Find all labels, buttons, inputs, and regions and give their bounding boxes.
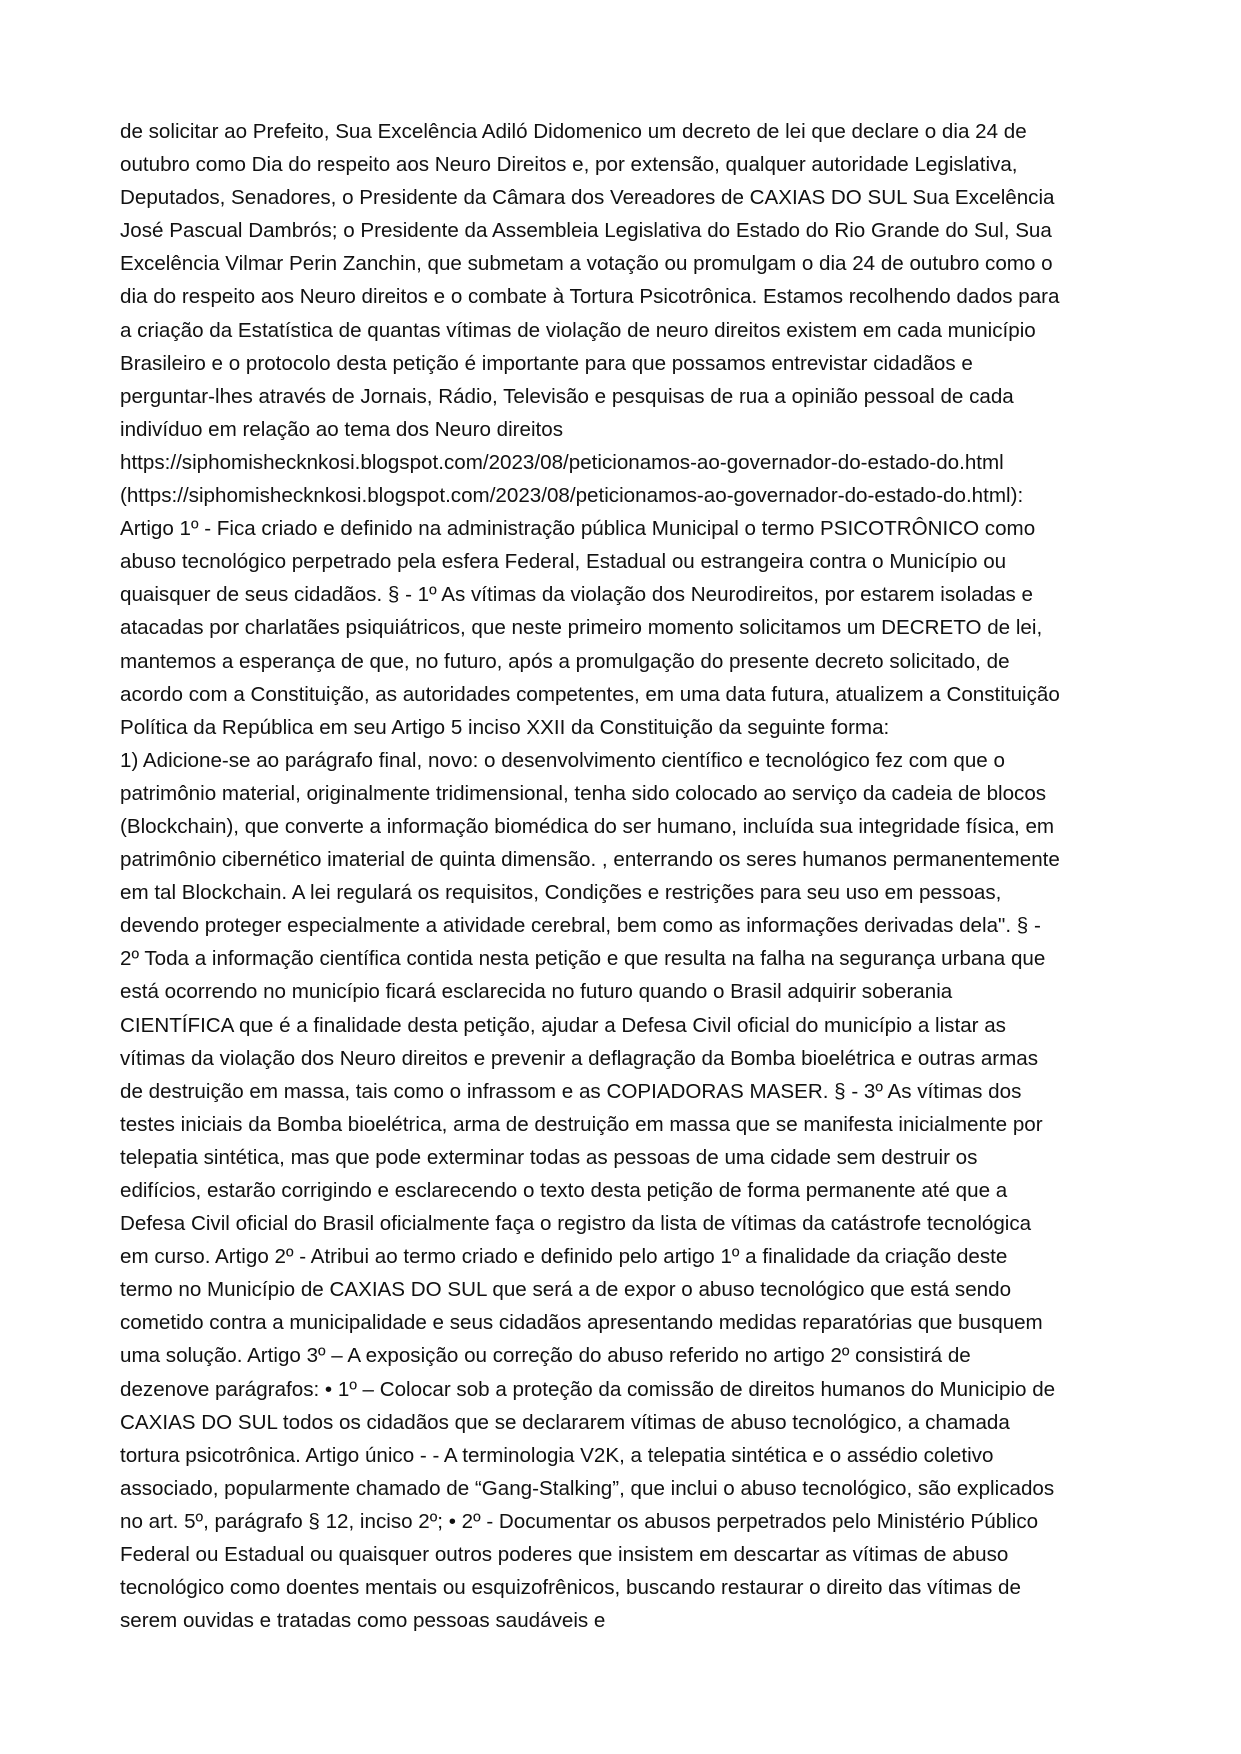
text-line-24: em tal Blockchain. A lei regulará os requisitos, Condições e restrições para seu uso em pessoas, bbox=[120, 881, 1002, 905]
text-line-46: serem ouvidas e tratadas como pessoas saudáveis e bbox=[120, 1609, 606, 1633]
text-line-36: termo no Município de CAXIAS DO SUL que será a de expor o abuso tecnológico que está sendo bbox=[120, 1278, 1012, 1302]
text-line-35: em curso. Artigo 2º - Atribui ao termo criado e definido pelo artigo 1º a finalidade da criação deste bbox=[120, 1245, 1008, 1269]
text-line-38: uma solução. Artigo 3º – A exposição ou correção do abuso referido no artigo 2º consistirá de bbox=[120, 1344, 971, 1368]
text-line-8: Brasileiro e o protocolo desta petição é importante para que possamos entrevistar cidadãos e bbox=[120, 351, 973, 375]
text-line-17: mantemos a esperança de que, no futuro, após a promulgação do presente decreto solicitado, de bbox=[120, 649, 1010, 673]
text-line-34: Defesa Civil oficial do Brasil oficialmente faça o registro da lista de vítimas da catástrofe tecnológica bbox=[120, 1212, 1032, 1236]
text-line-9: perguntar-lhes através de Jornais, Rádio, Televisão e pesquisas de rua a opinião pessoal de cada bbox=[120, 384, 1014, 408]
text-line-6: dia do respeito aos Neuro direitos e o combate à Tortura Psicotrônica. Estamos recolhendo dados para bbox=[120, 285, 1060, 309]
url-line-parenthesized[interactable]: (https://siphomishecknkosi.blogspot.com/2023/08/peticionamos-ao-governador-do-estado-do.html): bbox=[120, 484, 1024, 508]
text-line-14: abuso tecnológico perpetrado pela esfera Federal, Estadual ou estrangeira contra o Município ou bbox=[120, 550, 1007, 574]
text-line-16: atacadas por charlatães psiquiátricos, que neste primeiro momento solicitamos um DECRETO de lei, bbox=[120, 616, 1043, 640]
text-line-43: no art. 5º, parágrafo § 12, inciso 2º; • 2º - Documentar os abusos perpetrados pelo Ministério Público bbox=[120, 1509, 1039, 1533]
text-line-21: patrimônio material, originalmente tridimensional, tenha sido colocado ao serviço da cadeia de blocos bbox=[120, 781, 1047, 805]
text-line-27: está ocorrendo no município ficará esclarecida no futuro quando o Brasil adquirir soberania bbox=[120, 980, 953, 1004]
text-line-28: CIENTÍFICA que é a finalidade desta petição, ajudar a Defesa Civil oficial do município a listar as bbox=[120, 1013, 1006, 1037]
url-line[interactable]: https://siphomishecknkosi.blogspot.com/2023/08/peticionamos-ao-governador-do-estado-do.html bbox=[120, 450, 1004, 474]
text-line-45: tecnológico como doentes mentais ou esquizofrênicos, buscando restaurar o direito das vítimas de bbox=[120, 1576, 1021, 1600]
text-line-32: telepatia sintética, mas que pode exterminar todas as pessoas de uma cidade sem destruir os bbox=[120, 1145, 978, 1169]
text-line-25: devendo proteger especialmente a atividade cerebral, bem como as informações derivadas dela". § - bbox=[120, 914, 1041, 938]
text-line-26: 2º Toda a informação científica contida nesta petição e que resulta na falha na segurança urbana que bbox=[120, 947, 1046, 971]
text-line-2: outubro como Dia do respeito aos Neuro Direitos e, por extensão, qualquer autoridade Legislativa, bbox=[120, 153, 1018, 177]
text-line-4: José Pascual Dambrós; o Presidente da Assembleia Legislativa do Estado do Rio Grande do Sul, Sua bbox=[120, 219, 1052, 243]
text-line-40: CAXIAS DO SUL todos os cidadãos que se declararem vítimas de abuso tecnológico, a chamada bbox=[120, 1410, 1010, 1434]
text-line-13: Artigo 1º - Fica criado e definido na administração pública Municipal o termo PSICOTRÔNICO como bbox=[120, 517, 1036, 541]
text-line-42: associado, popularmente chamado de “Gang-Stalking”, que inclui o abuso tecnológico, são explicados bbox=[120, 1476, 1055, 1500]
text-line-3: Deputados, Senadores, o Presidente da Câmara dos Vereadores de CAXIAS DO SUL Sua Excelência bbox=[120, 186, 1055, 210]
text-line-5: Excelência Vilmar Perin Zanchin, que submetam a votação ou promulgam o dia 24 de outubro como o bbox=[120, 252, 1053, 276]
text-line-31: testes iniciais da Bomba bioelétrica, arma de destruição em massa que se manifesta inicialmente por bbox=[120, 1112, 1043, 1136]
text-line-22: (Blockchain), que converte a informação biomédica do ser humano, incluída sua integridade física, em bbox=[120, 814, 1055, 838]
text-line-41: tortura psicotrônica. Artigo único - - A terminologia V2K, a telepatia sintética e o assédio coletivo bbox=[120, 1443, 994, 1467]
text-line-29: vítimas da violação dos Neuro direitos e prevenir a deflagração da Bomba bioelétrica e outras armas bbox=[120, 1046, 1039, 1070]
text-line-39: dezenove parágrafos: • 1º – Colocar sob a proteção da comissão de direitos humanos do Municipio de bbox=[120, 1377, 1056, 1401]
text-line-37: cometido contra a municipalidade e seus cidadãos apresentando medidas reparatórias que busquem bbox=[120, 1311, 1043, 1335]
body-text bbox=[120, 115, 1140, 1637]
text-line-30: de destruição em massa, tais como o infrassom e as COPIADORAS MASER. § - 3º As vítimas dos bbox=[120, 1079, 1022, 1103]
text-line-20: 1) Adicione-se ao parágrafo final, novo: o desenvolvimento científico e tecnológico fez com que o bbox=[120, 748, 1005, 772]
text-line-15: quaisquer de seus cidadãos. § - 1º As vítimas da violação dos Neurodireitos, por estarem isoladas e bbox=[120, 583, 1033, 607]
text-line-19: Política da República em seu Artigo 5 inciso XXII da Constituição da seguinte forma: bbox=[120, 715, 890, 739]
text-line-10: indivíduo em relação ao tema dos Neuro direitos bbox=[120, 417, 564, 441]
text-line-23: patrimônio cibernético imaterial de quinta dimensão. , enterrando os seres humanos permanentemente bbox=[120, 848, 1060, 872]
text-line-7: a criação da Estatística de quantas vítimas de violação de neuro direitos existem em cada município bbox=[120, 318, 1036, 342]
text-line-33: edifícios, estarão corrigindo e esclarecendo o texto desta petição de forma permanente até que a bbox=[120, 1179, 1008, 1202]
text-line-1: de solicitar ao Prefeito, Sua Excelência Adiló Didomenico um decreto de lei que declare o dia 24 de bbox=[120, 120, 1027, 143]
text-line-18: acordo com a Constituição, as autoridades competentes, em uma data futura, atualizem a Constituição bbox=[120, 682, 1060, 706]
text-line-44: Federal ou Estadual ou quaisquer outros poderes que insistem em descartar as vítimas de abuso bbox=[120, 1543, 1009, 1567]
